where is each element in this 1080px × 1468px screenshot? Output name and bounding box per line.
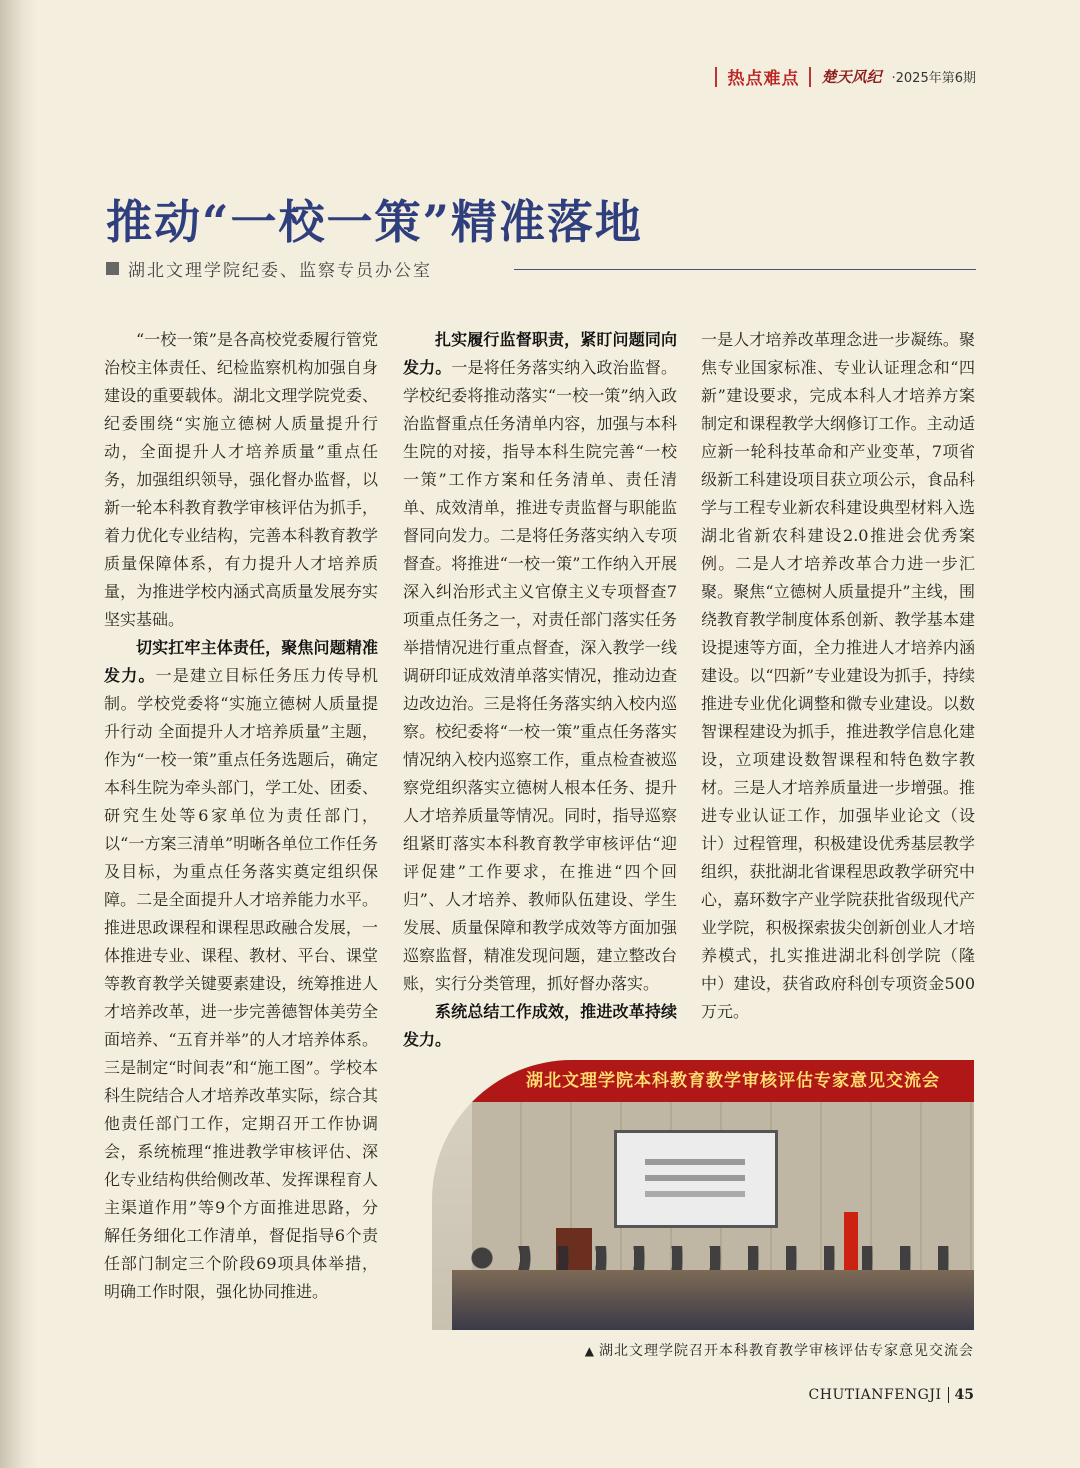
paragraph-intro: “一校一策”是各高校党委履行管党治校主体责任、纪检监察机构加强自身建设的重要载体。湖北文理学院党委、纪委围绕“实施立德树人质量提升行动，全面提升人才培养质量”重点任务，加强组织领导，强化督办监督，以新一轮本科教育教学审核评估为抓手，着力优化专业结构，完善本科教育教学质量保障体系，有力提升人才培养质量，为推进学校内涵式高质量发展夯实坚实基础。 xyxy=(104,330,378,629)
photo-banner: 湖北文理学院本科教育教学审核评估专家意见交流会 xyxy=(432,1060,974,1102)
section-heading-3: 系统总结工作成效，推进改革持续发力。 xyxy=(403,1002,677,1049)
photo-caption xyxy=(585,1340,974,1360)
paragraph-section-3-start xyxy=(403,998,677,1054)
section-body-1: 一是建立目标任务压力传导机制。学校党委将“实施立德树人质量提升行动 全面提升人才培养质量”主题，作为“一校一策”重点任务选题后，确定本科生院为牵头部门，学工处、团委、研究生处等6家单位为责任部门，以“一方案三清单”明晰各单位工作任务及目标，为重点任务落实奠定组织保障。二是全面提升人才培养能力水平。推进思政课程和课程思政融合发展，一体推进专业、课程、教材、平台、课堂等教育教学关键要素建设，统筹推进人才培养改革，进一步完善德智体美劳全面培养、“五育并举”的人才培养体系。三是制定“时间表”和“施工图”。学校本科生院结合人才培养改革实际，综合其他责任部门工作，定期召开工作协调会，系统梳理“推进教学审核评估、深化专业结构供给侧改革、发挥课程育人主渠道作用”等9个方面推进思路，分解任务细化工作清单，督促指导6个责任部门制定三个阶段69项具体举措，明确工作时限，强化协同推进。 xyxy=(104,666,378,1301)
running-header xyxy=(715,64,976,89)
paragraph-section-1 xyxy=(104,634,378,1306)
author: 湖北文理学院纪委、监察专员办公室 xyxy=(128,261,432,281)
conference-table xyxy=(452,1270,974,1330)
byline xyxy=(106,256,976,281)
magazine-logo: 楚天风纪 xyxy=(821,68,882,86)
paragraph-section-2 xyxy=(403,326,677,998)
section-heading-1: 切实扛牢主体责任，聚焦问题精准发力。 xyxy=(104,638,378,685)
column-1 xyxy=(104,326,378,1306)
caption-text: 湖北文理学院召开本科教育教学审核评估专家意见交流会 xyxy=(599,1343,974,1359)
page-number: 45 xyxy=(954,1387,974,1403)
section-body-3: 一是人才培养改革理念进一步凝练。聚焦专业国家标准、专业认证理念和“四新”建设要求，完成本科人才培养方案制定和课程教学大纲修订工作。主动适应新一轮科技革命和产业变革，7项省级新工科建设项目获立项公示，食品科学与工程专业新农科建设典型材料入选湖北省新农科建设2.0推进会优秀案例。二是人才培养改革合力进一步汇聚。聚焦“立德树人质量提升”主线，围绕教育教学制度体系创新、教学基本建设提速等方面，全力推进人才培养内涵建设。以“四新”专业建设为抓手，持续推进专业优化调整和微专业建设。以数智课程建设为抓手，推进教学信息化建设，立项建设数智课程和特色数字教材。三是人才培养质量进一步增强。推进专业认证工作，加强毕业论文（设计）过程管理，积极建设优秀基层教学组织，获批湖北省课程思政教学研究中心，嘉环数字产业学院获批省级现代产业学院，积极探索拔尖创新创业人才培养模式，扎实推进湖北科创学院（隆中）建设，获省政府科创专项资金500万元。 xyxy=(701,330,975,1021)
page-footer xyxy=(809,1387,974,1403)
issue-label: ·2025年第6期 xyxy=(891,71,976,86)
meeting-photo xyxy=(432,1060,974,1330)
section-heading-2: 扎实履行监督职责，紧盯问题同向发力。 xyxy=(403,330,677,377)
section-body-2: 一是将任务落实纳入政治监督。学校纪委将推动落实“一校一策”纳入政治监督重点任务清单内容，加强与本科生院的对接，指导本科生院完善“一校一策”工作方案和任务清单、责任清单、成效清单，推进专责监督与职能监督同向发力。二是将任务落实纳入专项督查。将推进“一校一策”工作纳入开展深入纠治形式主义官僚主义专项督查7项重点任务之一，对责任部门落实任务举措情况进行重点督查，深入教学一线调研印证成效清单落实情况，推动边查边改边治。三是将任务落实纳入校内巡察。校纪委将“一校一策”重点任务落实情况纳入校内巡察工作，重点检查被巡察党组织落实立德树人根本任务、提升人才培养质量等情况。同时，指导巡察组紧盯落实本科教育教学审核评估“迎评促建”工作要求，在推进“四个回归”、人才培养、教师队伍建设、学生发展、质量保障和教学成效等方面加强巡察监督，精准发现问题，建立整改台账，实行分类管理，抓好督办落实。 xyxy=(403,358,677,993)
byline-rule xyxy=(514,269,976,270)
projection-screen xyxy=(614,1130,778,1228)
column-3 xyxy=(701,326,975,1026)
column-2 xyxy=(403,326,677,1054)
section-label: 热点难点 xyxy=(727,69,800,89)
footer-brand: CHUTIANFENGJI xyxy=(808,1387,942,1403)
header-divider xyxy=(715,67,717,87)
header-divider xyxy=(809,67,811,87)
footer-divider xyxy=(948,1387,949,1403)
triangle-icon: ▲ xyxy=(584,1344,595,1358)
page-gutter-shadow xyxy=(0,0,38,1468)
square-bullet-icon xyxy=(106,262,119,275)
article-title: 推动“一校一策”精准落地 xyxy=(106,195,643,249)
